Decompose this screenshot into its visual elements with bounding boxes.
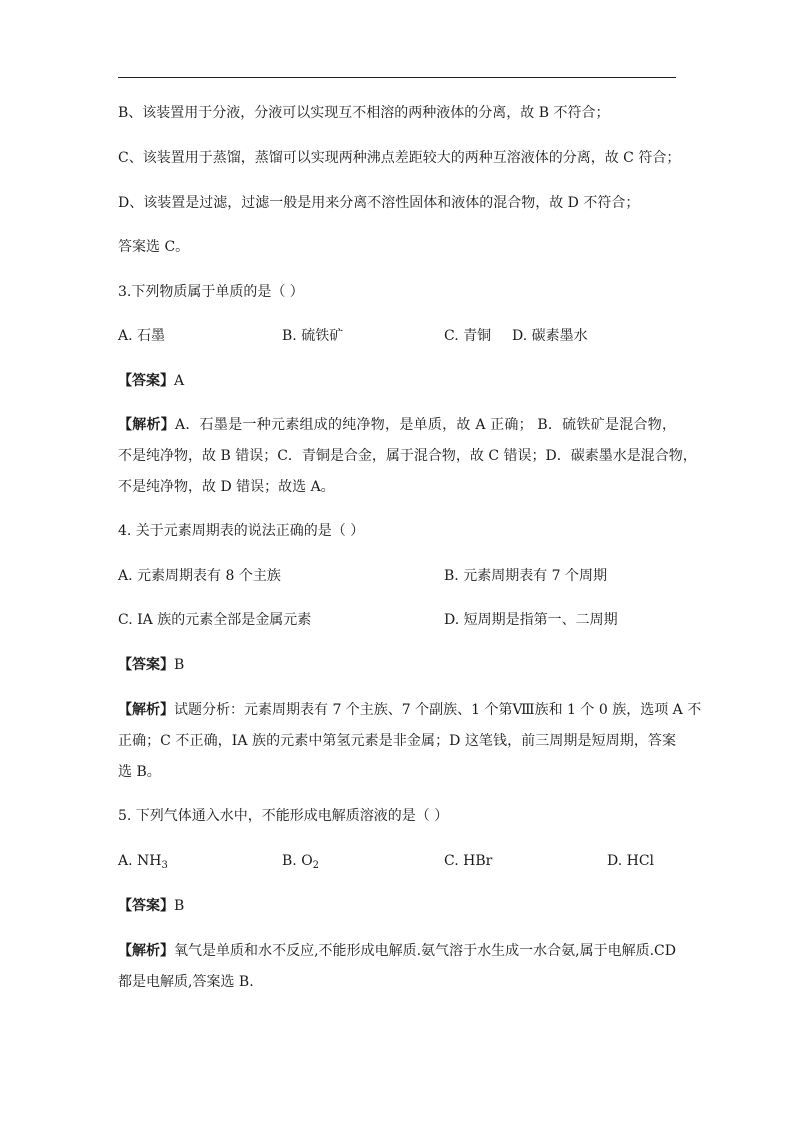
q5-stem: 5. 下列气体通入水中，不能形成电解质溶液的是（ ） — [118, 808, 449, 824]
q3-option-d: D. 碳素墨水 — [512, 328, 588, 344]
q3-answer — [118, 372, 184, 390]
q3-stem: 3.下列物质属于单质的是（ ） — [118, 284, 304, 300]
q4-analysis-tag: 【解析】 — [118, 702, 174, 718]
q4-analysis-line-1 — [118, 701, 702, 719]
prev-option-d-explanation: D、该装置是过滤，过滤一般是用来分离不溶性固体和液体的混合物，故 D 不符合； — [118, 195, 640, 211]
q3-analysis-text-1: A．石墨是一种元素组成的纯净物，是单质，故 A 正确； B．硫铁矿是混合物， — [175, 417, 677, 433]
q5-answer-tag: 【答案】 — [118, 898, 174, 914]
q4-stem: 4. 关于元素周期表的说法正确的是（ ） — [118, 523, 365, 539]
q3-option-a: A. 石墨 — [118, 328, 166, 344]
q5-option-b — [282, 852, 319, 870]
q3-answer-tag: 【答案】 — [118, 373, 174, 389]
q5-option-d — [607, 852, 654, 870]
q5-analysis-line-2: 都是电解质,答案选 B. — [118, 974, 254, 990]
q5-option-a-text: A. NH — [118, 853, 162, 869]
q5-answer-value: B — [174, 898, 185, 914]
prev-option-c-explanation: C、该装置用于蒸馏，蒸馏可以实现两种沸点差距较大的两种互溶液体的分离，故 C 符合； — [118, 150, 681, 166]
q4-answer-value: B — [174, 657, 185, 673]
prev-answer: 答案选 C。 — [118, 239, 190, 255]
q5-option-b-text: B. O — [282, 853, 313, 869]
q3-analysis-line-3: 不是纯净物，故 D 错误；故选 A。 — [118, 479, 335, 495]
q5-analysis-line-1 — [118, 942, 676, 960]
q4-option-c: C. ⅠA 族的元素全部是金属元素 — [118, 612, 312, 628]
q3-answer-value: A — [174, 373, 185, 389]
q5-option-d-text: D. HCl — [607, 853, 655, 869]
header-rule — [118, 77, 676, 78]
q4-analysis-line-2: 正确；C 不正确，ⅠA 族的元素中第氢元素是非金属；D 这笔钱，前三周期是短周期，答案 — [118, 733, 676, 749]
q5-answer — [118, 897, 184, 915]
q3-analysis-line-1 — [118, 416, 676, 434]
q5-option-b-sub: 2 — [312, 860, 320, 871]
q4-answer — [118, 656, 184, 674]
q4-analysis-text-1: 试题分析：元素周期表有 7 个主族、7 个副族、1 个第Ⅷ族和 1 个 0 族，选项 A 不 — [174, 702, 702, 718]
q5-option-a-sub: 3 — [161, 860, 168, 871]
q4-analysis-line-3: 选 B。 — [118, 764, 161, 780]
q3-analysis-tag: 【解析】 — [118, 417, 176, 433]
q5-option-c — [444, 852, 492, 870]
q5-analysis-text-1: 氧气是单质和水不反应,不能形成电解质.氨气溶于水生成一水合氨,属于电解质.CD — [174, 943, 676, 959]
q3-analysis-line-2: 不是纯净物，故 B 错误；C．青铜是合金，属于混合物，故 C 错误；D．碳素墨水是混合物， — [118, 448, 697, 464]
q4-option-d: D. 短周期是指第一、二周期 — [444, 612, 618, 628]
q5-option-a — [118, 852, 168, 870]
q4-answer-tag: 【答案】 — [118, 657, 174, 673]
q4-option-b: B. 元素周期表有 7 个周期 — [444, 568, 607, 584]
q5-analysis-tag: 【解析】 — [118, 943, 175, 959]
q3-option-b: B. 硫铁矿 — [282, 328, 344, 344]
q5-option-c-text: C. HBr — [444, 853, 493, 869]
q4-option-a: A. 元素周期表有 8 个主族 — [118, 568, 281, 584]
q3-option-c: C. 青铜 — [444, 328, 492, 344]
prev-option-b-explanation: B、该装置用于分液，分液可以实现互不相溶的两种液体的分离，故 B 不符合； — [118, 105, 610, 121]
